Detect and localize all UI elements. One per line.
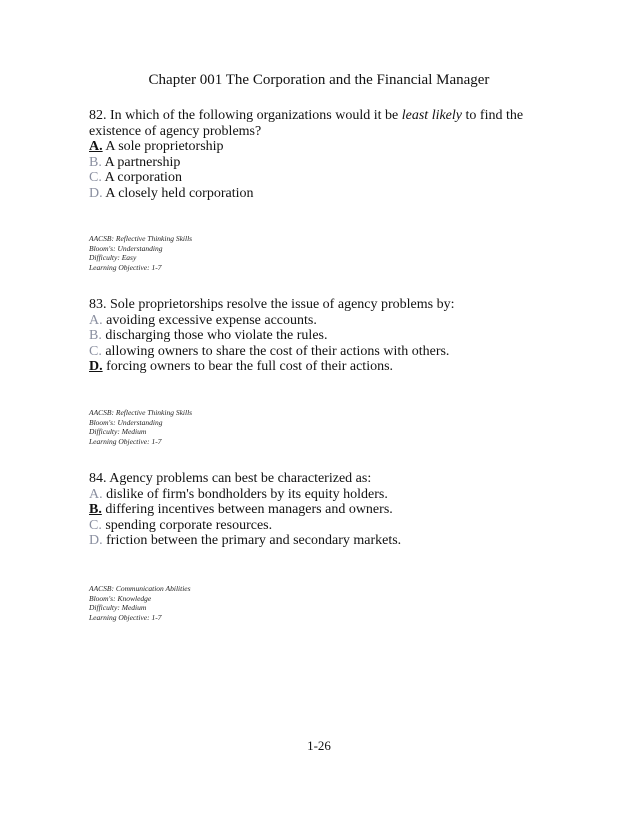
question-83: [89, 297, 559, 375]
option-letter: A.: [89, 312, 103, 328]
option-letter: D.: [89, 185, 103, 201]
option-text: discharging those who violate the rules.: [101, 328, 328, 344]
option-letter: C.: [89, 343, 102, 359]
meta-difficulty: Difficulty: Easy: [89, 253, 137, 263]
option-text: differing incentives between managers and owners.: [101, 502, 393, 518]
option-text: A closely held corporation: [102, 185, 254, 201]
meta-blooms: Bloom's: Knowledge: [89, 593, 152, 603]
question-metadata: [89, 584, 389, 622]
page-title: Chapter 001 The Corporation and the Financial Manager: [148, 72, 490, 88]
answer-option-d: [89, 533, 559, 549]
answer-options: [89, 487, 559, 549]
question-82: [89, 108, 559, 202]
question-metadata: [89, 234, 389, 272]
option-letter: C.: [89, 170, 102, 186]
question-stem: [89, 297, 559, 313]
question-84: [89, 471, 559, 549]
meta-aacsb: AACSB: Reflective Thinking Skills: [89, 408, 193, 417]
option-text: allowing owners to share the cost of their actions with others.: [101, 343, 450, 359]
stem-text: 82. In which of the following organizations would it be: [89, 108, 402, 123]
option-letter: B.: [89, 328, 102, 344]
answer-option-c: [89, 170, 559, 186]
answer-option-b: [89, 502, 559, 518]
meta-learning-objective: Learning Objective: 1-7: [89, 436, 162, 446]
option-letter: C.: [89, 517, 102, 533]
meta-blooms: Bloom's: Understanding: [89, 417, 163, 427]
answer-option-c: [89, 344, 559, 360]
answer-option-c: [89, 518, 559, 534]
option-text: forcing owners to bear the full cost of their actions.: [102, 359, 394, 375]
answer-option-d: [89, 186, 559, 202]
meta-difficulty: Difficulty: Medium: [89, 603, 147, 613]
option-text: avoiding excessive expense accounts.: [102, 312, 317, 328]
option-text: friction between the primary and secondary markets.: [102, 533, 402, 549]
question-metadata: [89, 408, 389, 446]
option-letter: B.: [89, 154, 102, 170]
option-text: spending corporate resources.: [101, 517, 273, 533]
option-text: A sole proprietorship: [102, 139, 224, 155]
meta-blooms: Bloom's: Understanding: [89, 243, 163, 253]
answer-options: [89, 313, 559, 375]
meta-aacsb: AACSB: Reflective Thinking Skills: [89, 234, 193, 243]
meta-aacsb: AACSB: Communication Abilities: [89, 584, 191, 593]
stem-text: 83. Sole proprietorships resolve the issue of agency problems by:: [89, 297, 455, 312]
question-stem: [89, 471, 559, 487]
option-letter: D.: [89, 359, 103, 375]
option-text: dislike of firm's bondholders by its equity holders.: [102, 486, 388, 502]
answer-option-b: [89, 155, 559, 171]
stem-text-end: to find the existence of agency problems?: [89, 108, 524, 139]
answer-option-a: [89, 487, 559, 503]
option-letter: A.: [89, 486, 103, 502]
meta-difficulty: Difficulty: Medium: [89, 427, 147, 437]
answer-option-d: [89, 359, 559, 375]
page-number: 1-26: [307, 738, 331, 753]
stem-emphasis: least likely: [401, 108, 463, 123]
answer-option-a: [89, 139, 559, 155]
option-letter: D.: [89, 533, 103, 549]
option-letter: B.: [89, 502, 102, 518]
option-text: A corporation: [101, 170, 182, 186]
meta-learning-objective: Learning Objective: 1-7: [89, 262, 162, 272]
answer-option-b: [89, 328, 559, 344]
question-stem: [89, 108, 559, 139]
option-text: A partnership: [101, 154, 181, 170]
answer-option-a: [89, 313, 559, 329]
stem-text: 84. Agency problems can best be characterized as:: [89, 471, 372, 486]
answer-options: [89, 139, 559, 201]
meta-learning-objective: Learning Objective: 1-7: [89, 612, 162, 622]
option-letter: A.: [89, 139, 103, 155]
